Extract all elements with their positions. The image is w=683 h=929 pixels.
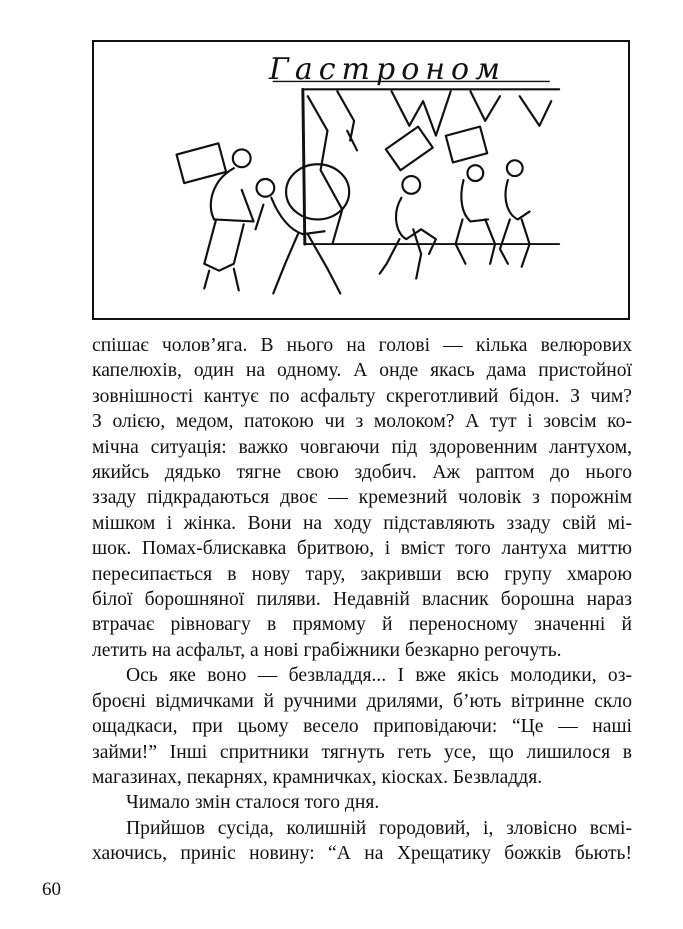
page-number: 60: [42, 879, 61, 900]
text-line: шок. Помах-блискавка бритвою, і вміст того лантуха миттю: [92, 538, 632, 560]
text-line: Чимало змін сталося того дня.: [126, 792, 380, 814]
text-line: займи!” Інші спритники тягнуть геть усе, що лишилося в: [92, 741, 632, 763]
body-text: [92, 333, 632, 867]
illustration: [92, 40, 630, 320]
text-line: якийсь дядько тягне свою здобич. Аж раптом до нього: [92, 462, 632, 484]
text-line: втрачає рівновагу в прямому й переносному значенні й: [92, 614, 632, 636]
text-line: мічна ситуація: важко човгаючи під здоровенним лантухом,: [92, 436, 632, 458]
paragraph-1: [92, 333, 632, 663]
text-line: летить на асфальт, а нові грабіжники безкарно регочуть.: [92, 639, 562, 661]
text-line: мішком і жінка. Вони на ходу підставляють ззаду свій мі-: [92, 512, 632, 534]
text-line: ззаду підкрадаються двоє — кремезний чоловік з порожнім: [92, 487, 632, 509]
text-line: Прийшов сусіда, колишній городовий, і, зловісно всмі-: [126, 817, 632, 839]
text-line: З олією, медом, патокою чи з молоком? А тут і зовсім ко-: [92, 411, 632, 433]
text-line: броєні відмичками й ручними дрилями, б’ють вітринне скло: [92, 690, 632, 712]
text-line: зовнішності кантує по асфальту скреготливий бідон. З чим?: [92, 385, 632, 407]
text-line: спішає чолов’яга. В нього на голові — кілька велюрових: [92, 335, 632, 356]
text-line: капелюхів, один на одному. А онде якась дама пристойної: [92, 360, 632, 382]
text-line: хаючись, приніс новину: “А на Хрещатику божків бьють!: [92, 843, 632, 865]
paragraph-4: [92, 816, 632, 867]
text-line: магазинах, пекарнях, крамничках, кіосках. Безвладдя.: [92, 766, 543, 788]
text-line: Ось яке воно — безвладдя... І вже якісь молодики, оз-: [126, 665, 632, 687]
store-sign: Гастроном: [269, 52, 506, 87]
paragraph-2: [92, 663, 632, 790]
text-line: пересипається в нову тару, закривши всю групу хмарою: [92, 563, 632, 585]
text-line: білої борошняної пиляви. Недавній власник борошна нараз: [92, 589, 632, 611]
paragraph-3: [92, 790, 632, 815]
text-line: ощадкаси, при цьому весело приповідаючи: “Це — наші: [92, 716, 632, 738]
